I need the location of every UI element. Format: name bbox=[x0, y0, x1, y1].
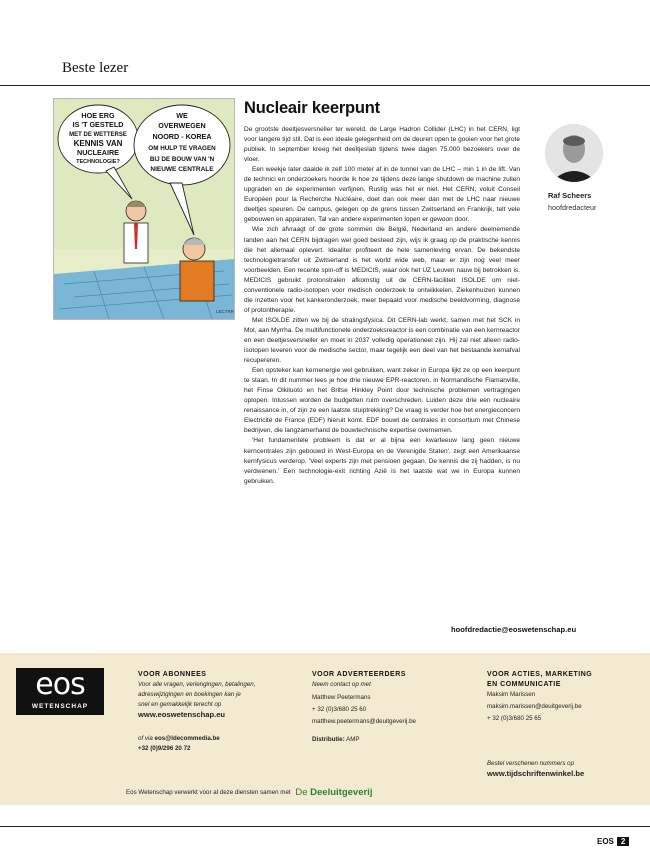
back-issues-link[interactable]: www.tijdschriftenwinkel.be bbox=[487, 769, 585, 778]
bubble-right-line: OVERWEGEN bbox=[158, 121, 206, 130]
bubble-left-line: MET DE WETTERSE bbox=[69, 132, 127, 138]
article-paragraph: Met ISOLDE zitten we bij de stralingsfysica. Dit CERN-lab werkt, samen met het SCK in Mol, aan Myrrha. De multifunctionele onderzoeksreactor is een combinatie van een kernreactor en een deeltjesversneller en moet in 2037 volledig operationeel zijn. Hij zal niet alleen radio-isotopen leveren voor de medische sector, maar tegelijk een deel van het bestaande kernafval recupereren. bbox=[244, 316, 520, 365]
article-paragraph: Een weekje later daalde ik zelf 100 meter af in de tunnel van de LHC – min 1 in de lift. Van de technici en onderzoekers hoorde ik hoe ze tijdens deze lange shutdown de machine zullen upgraden en de experimenten verfijnen. Rustig was het er niet. Het CERN, voluit Conseil Européen pour la Recherche Nucléaire, doet dan ook meer dan met de LHC naar nieuwe deeltjes speuren. De campus, gelegen op de grens tussen Zwitserland en Frankrijk, telt vele gebouwen en apparaten. Tal van andere experimenten lopen er gewoon door. bbox=[244, 166, 520, 224]
footer-adverteerders: VOOR ADVERTEERDERS Neem contact op met Matthew Peetermans + 32 (0)3/680 25 60 matthew.peetermans@deuitgeverij.be Distributie: AMP bbox=[312, 670, 477, 745]
deeluitgeverij-logo: De Deeluitgeverij bbox=[295, 787, 373, 798]
section-title: Beste lezer bbox=[62, 60, 129, 76]
article-paragraph: Wie zich afvraagt of de grote sommen die België, Nederland en andere deelnemende landen aan het CERN bijdragen wel goed besteed zijn, wijs ik graag op de praktische kennis die het allemaal oplevert. Idealiter profiteert de hele samenleving ervan. De bekendste technologietransfer uit Zwitserland is het world wide web, maar er zijn nog veel meer voorbeelden. Een recente spin-off is MEDICIS, waar ook het UZ Leuven nauw bij betrokken is. MEDICIS gebruikt protonstralen afkomstig uit de CERN-faciliteit ISOLDE om niet-conventionele radio-isotopen voor medisch onderzoek te ontwikkelen. Ziekenhuizen kunnen die inzetten voor het kankeronderzoek, meer bepaald voor medische beeldvorming, diagnose of protontherapie. bbox=[244, 226, 520, 314]
editor-email-link[interactable]: hoofdredactie@eoswetenschap.eu bbox=[451, 625, 577, 634]
cartoon-image bbox=[53, 98, 235, 320]
bubble-left-line: KENNIS VAN bbox=[73, 139, 123, 148]
page-number: 2 bbox=[617, 837, 629, 846]
bubble-right-line: WE bbox=[176, 111, 188, 120]
footer-acties: VOOR ACTIES, MARKETING EN COMMUNICATIE Maksim Marissen maksim.marissen@deuitgeverij.be + 32 (0)3/680 25 65 Bestel verschenen nummers op www.tijdschriftenwinkel.be bbox=[487, 670, 637, 779]
cartoon-signature: LECTRR bbox=[216, 309, 234, 314]
bottom-divider bbox=[0, 826, 650, 827]
bubble-right-line: OM HULP TE VRAGEN bbox=[148, 145, 216, 152]
article-paragraph: Een opsteker kan kernenergie wel gebruiken, want zeker in Europa lijkt ze op een keerpunt te staan. In dit nummer lees je hoe drie nieuwe EPR-reactoren, in Normandische Flamanville, het Finse Olkiluoto en het Britse Hinkley Point door technische problemen vertragingen oplopen. Intussen worden de budgetten ruim overschreden. Luiden deze drie een nucleaire renaissance in, of zijn ze een laatste stuiptrekking? De vraag is verder hoe het energieconcern Electricité de France (EDF) hieruit komt. EDF bouwt de centrales in consortium met Chinese bedrijven, die langzamerhand de bouwtechnische expertise overnemen. bbox=[244, 367, 520, 435]
section-divider bbox=[0, 85, 650, 86]
footer-abonnees: VOOR ABONNEES Voor alle vragen, verlengingen, betalingen, adreswijzigingen en boekingen kan je snel en gemakkelijk terecht op www.eoswetenschap.eu of via eos@ldecommedia.be +32 (0)9/296 20 72 bbox=[138, 670, 303, 754]
bubble-right-line: BIJ DE BOUW VAN 'N bbox=[149, 156, 215, 163]
acties-email-link[interactable]: maksim.marissen@deuitgeverij.be bbox=[487, 703, 582, 710]
author-avatar bbox=[545, 124, 603, 182]
bubble-left-line: HOE ERG bbox=[81, 111, 115, 120]
eos-logo: eos WETENSCHAP bbox=[16, 668, 104, 715]
collab-line: Eos Wetenschap verwerkt voor al deze diensten samen met De Deeluitgeverij bbox=[126, 787, 373, 798]
article-paragraph: 'Het fundamentele probleem is dat er al bijna een kwarteeuw lang geen nieuwe kerncentrales zijn gebouwd in West-Europa en de Verenigde Staten', zegt een Amerikaanse kernfysicus verderop. 'Veel experts zijn met pensioen gegaan. De kennis die zij hadden, is nu verdwenen.' Een technologie-exit richting Azië is het laatste wat we in Europa kunnen gebruiken. bbox=[244, 437, 520, 485]
page-footer: EOS 2 bbox=[597, 837, 629, 846]
bubble-left-line: IS 'T GESTELD bbox=[72, 120, 124, 129]
bubble-left-line: NUCLEAIRE bbox=[77, 148, 119, 157]
abonnees-email-link[interactable]: eos@ldecommedia.be bbox=[154, 735, 220, 742]
author-name: Raf Scheers bbox=[548, 191, 592, 200]
adverteerders-email-link[interactable]: matthew.peetermans@deuitgeverij.be bbox=[312, 718, 416, 725]
article-title: Nucleair keerpunt bbox=[244, 99, 380, 117]
author-role: hoofdredacteur bbox=[548, 203, 597, 212]
bubble-right-line: NIEUWE CENTRALE bbox=[150, 166, 214, 173]
abonnees-site-link[interactable]: www.eoswetenschap.eu bbox=[138, 710, 226, 719]
article-paragraph: De grootste deeltjesversneller ter wereld, de Large Hadron Collider (LHC) in het CERN, ligt voor langere tijd stil. Dat is een ideale gelegenheid om de deuren open te gooien voor het grote publiek. In september kreeg het deeltjeslab tijdens twee dagen 75.000 bezoekers over de vloer. bbox=[244, 126, 520, 164]
article-body bbox=[244, 125, 520, 487]
bubble-right-line: NOORD - KOREA bbox=[152, 132, 212, 141]
bubble-left-line: TECHNOLOGIE? bbox=[76, 159, 120, 165]
